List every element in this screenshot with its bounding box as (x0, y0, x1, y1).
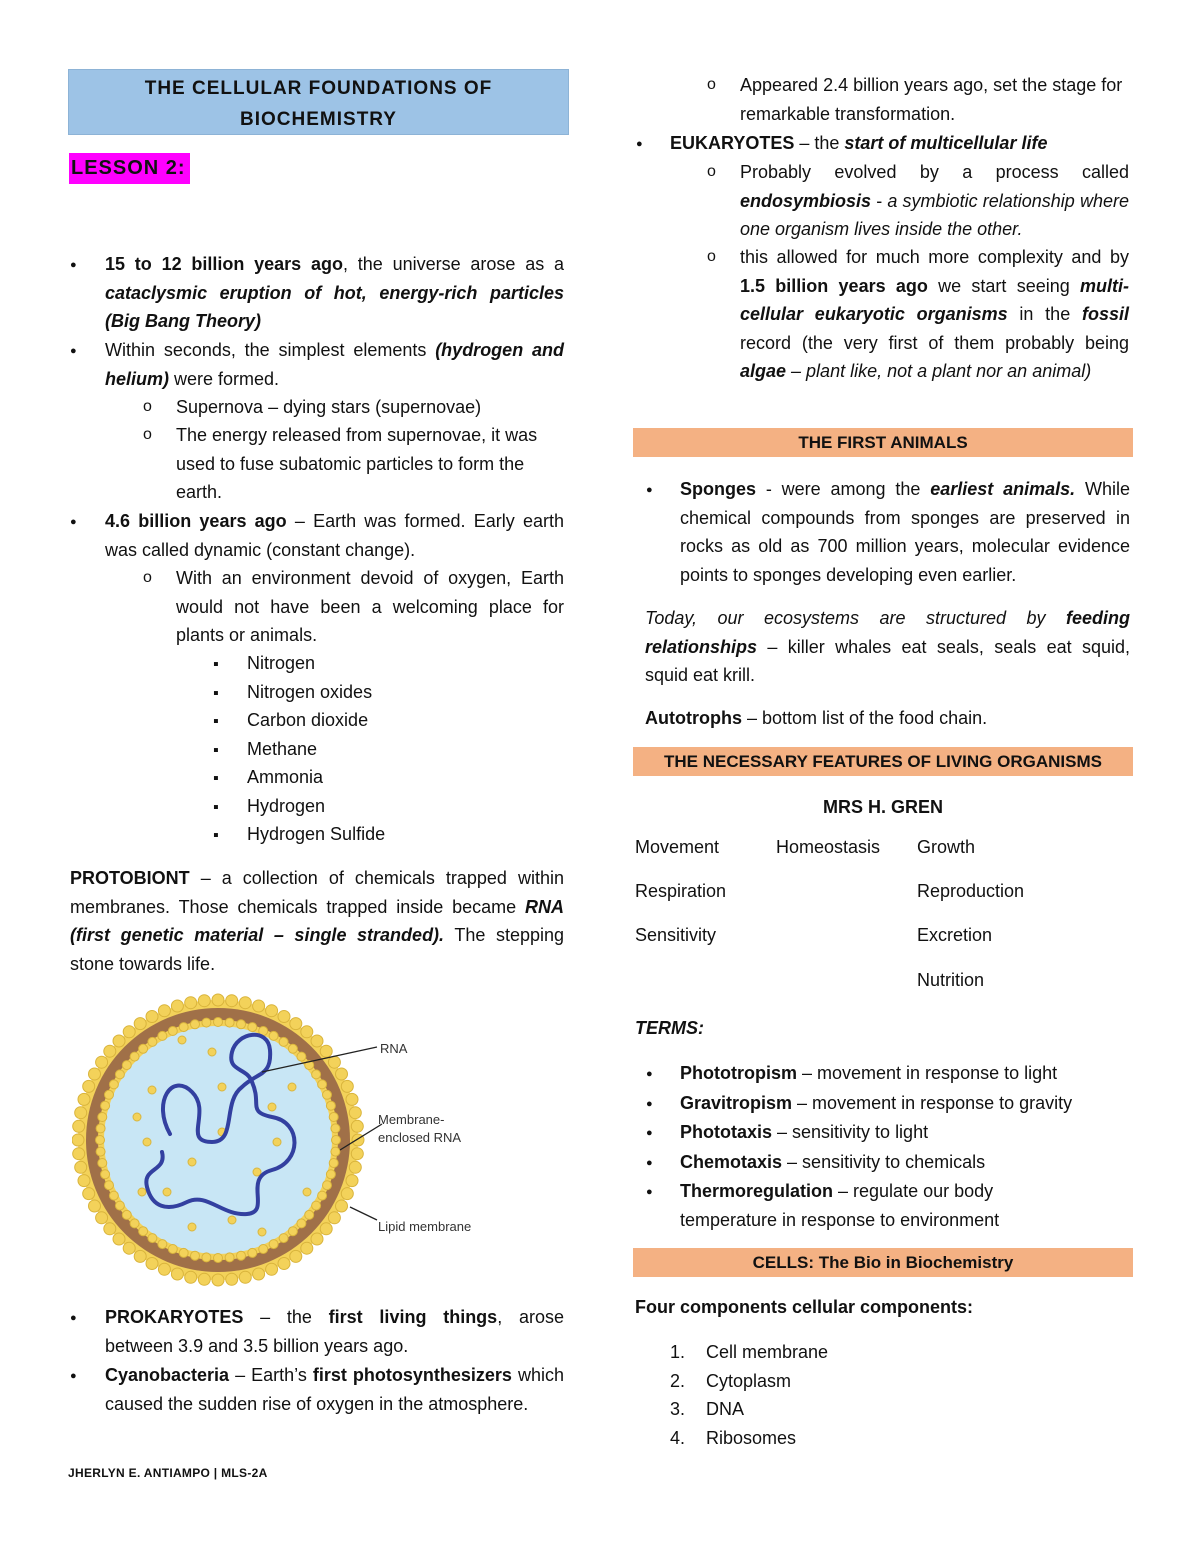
earth-formed-item (105, 507, 564, 564)
bullet-disc (646, 475, 653, 505)
oxygen-item: With an environment devoid of oxygen, Earth would not have been a welcoming place for plants or animals. (176, 568, 564, 645)
title-line-2: BIOCHEMISTRY (240, 109, 397, 130)
big-bang-emph: cataclysmic eruption of hot, energy-rich particles (Big Bang Theory) (105, 282, 564, 331)
autotrophs-paragraph: Autotrophs – bottom list of the food chain. (645, 708, 988, 728)
label-membrane-enclosed-2: enclosed RNA (378, 1130, 462, 1145)
bullet-circle (143, 421, 152, 450)
label-membrane-enclosed-1: Membrane- (378, 1112, 445, 1127)
energy-item: The energy released from supernovae, it was used to fuse subatomic particles to form the earth. (176, 425, 538, 502)
elements-emph: (hydrogen and helium) (105, 340, 564, 389)
supernova-item: Supernova – dying stars (supernovae) (176, 397, 482, 417)
ecosystems-paragraph: Today, our ecosystems are structured by feeding relationships – killer whales eat seals, seals eat squid, squid eat krill. (645, 608, 1130, 685)
big-bang-item (105, 250, 564, 336)
big-bang-years: 15 to 12 billion years ago (105, 254, 343, 274)
bullet-disc (646, 1118, 653, 1148)
feature-homeostasis: Homeostasis (776, 837, 881, 857)
bullet-disc (646, 1089, 653, 1119)
term-chemotaxis: Chemotaxis – sensitivity to chemicals (680, 1152, 986, 1172)
title-line-1: THE CELLULAR FOUNDATIONS OF (144, 78, 493, 99)
feature-movement: Movement (635, 837, 720, 857)
big-bang-text: , the universe arose as a (342, 254, 564, 274)
endosymbiosis-item: Probably evolved by a process called endosymbiosis - a symbiotic relationship where one organism lives inside the other. (740, 162, 1129, 239)
gas-item: ▪ Hydrogen (213, 792, 513, 821)
gas-item: ▪ Hydrogen Sulfide (213, 820, 513, 849)
component-item: 4. Ribosomes (670, 1427, 797, 1448)
feature-excretion: Excretion (917, 925, 993, 945)
earth-text: – Earth was formed. Early earth was called dynamic (constant change). (105, 511, 564, 560)
prokaryotes-item: PROKARYOTES – the first living things, arose between 3.9 and 3.5 billion years ago. (105, 1307, 564, 1356)
elements-item (105, 336, 564, 393)
elements-text-end: were formed. (169, 368, 280, 389)
bullet-circle (707, 243, 716, 272)
bullet-disc (636, 129, 643, 159)
four-components-heading: Four components cellular components: (635, 1297, 974, 1317)
gas-item: ▪ Nitrogen oxides (213, 678, 513, 707)
term-phototropism: Phototropism – movement in response to light (680, 1063, 1058, 1083)
feature-nutrition: Nutrition (917, 970, 985, 990)
bullet-disc (70, 1361, 77, 1391)
bullet-disc (646, 1177, 653, 1207)
component-item: 3. DNA (670, 1399, 745, 1419)
cyanobacteria-item: Cyanobacteria – Earth’s first photosynthesizers which caused the sudden rise of oxygen in the atmosphere. (105, 1365, 564, 1414)
gas-list (213, 649, 513, 849)
component-item: 1. Cell membrane (670, 1342, 829, 1362)
bullet-circle (143, 564, 152, 593)
cyano-appeared-item: Appeared 2.4 billion years ago, set the stage for remarkable transformation. (740, 75, 1123, 124)
membrane-rna-figure (72, 992, 492, 1292)
feature-growth: Growth (917, 837, 976, 857)
section-first-animals: THE FIRST ANIMALS (633, 428, 1133, 457)
bullet-circle (143, 393, 152, 422)
term-gravitropism: Gravitropism – movement in response to gravity (680, 1093, 1073, 1113)
bullet-disc (70, 1303, 77, 1333)
eukaryotes-item: EUKARYOTES – the start of multicellular life (670, 133, 1048, 153)
bullet-disc (646, 1148, 653, 1178)
bullet-disc (70, 507, 77, 537)
protobiont-paragraph: PROTOBIONT – a collection of chemicals trapped within membranes. Those chemicals trapped inside became RNA (first genetic material – single stranded). The stepping stone towards life. (70, 868, 564, 974)
lesson-label: LESSON 2: (69, 153, 190, 184)
sponges-item: Sponges - were among the earliest animals. While chemical compounds from sponges are preserved in rocks as old as 700 million years, molecular evidence points to sponges developing even earlier. (680, 479, 1130, 585)
feature-reproduction: Reproduction (917, 881, 1025, 901)
gas-item: ▪ Carbon dioxide (213, 706, 513, 735)
earth-years: 4.6 billion years ago (105, 511, 287, 531)
label-lipid-membrane: Lipid membrane (378, 1219, 472, 1234)
label-rna: RNA (380, 1041, 408, 1056)
term-thermoregulation: Thermoregulation – regulate our body temperature in response to environment (680, 1181, 1000, 1230)
bullet-disc (70, 336, 77, 366)
bullet-circle (707, 158, 716, 187)
components-list (670, 1338, 970, 1452)
bullet-disc (646, 1059, 653, 1089)
complexity-item: this allowed for much more complexity and by 1.5 billion years ago we start seeing multi-cellular eukaryotic organisms in the fossil record (the very first of them probably being algae – plant like, not a plant nor an animal) (740, 247, 1129, 381)
page-title (68, 69, 569, 135)
section-necessary-features: THE NECESSARY FEATURES OF LIVING ORGANISMS (633, 747, 1133, 776)
term-phototaxis: Phototaxis – sensitivity to light (680, 1122, 929, 1142)
gas-item: ▪ Ammonia (213, 763, 513, 792)
feature-respiration: Respiration (635, 881, 727, 901)
gas-item: ▪ Nitrogen (213, 649, 513, 678)
component-item: 2. Cytoplasm (670, 1370, 792, 1391)
bullet-circle (707, 71, 716, 100)
section-cells: CELLS: The Bio in Biochemistry (633, 1248, 1133, 1277)
mrs-gren-heading: MRS H. GREN (822, 797, 943, 817)
feature-sensitivity: Sensitivity (635, 925, 717, 945)
gas-item: ▪ Methane (213, 735, 513, 764)
footer-author: JHERLYN E. ANTIAMPO | MLS-2A (68, 1466, 268, 1480)
elements-text: Within seconds, the simplest elements (105, 340, 436, 360)
terms-label: TERMS: (635, 1018, 704, 1038)
bullet-disc (70, 250, 77, 280)
